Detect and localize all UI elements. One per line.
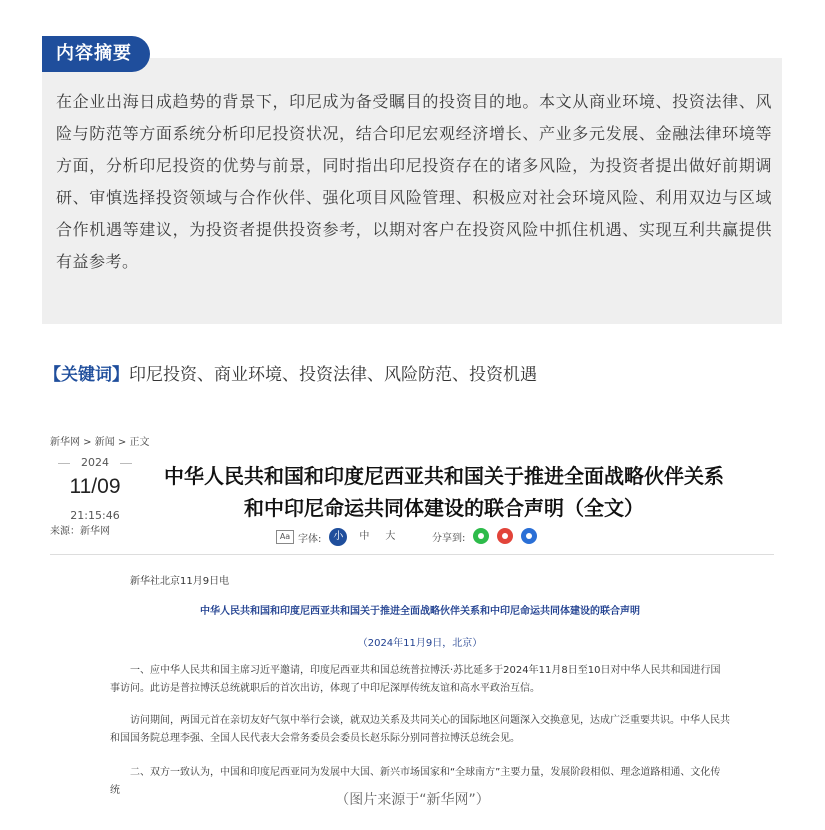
share-bar (432, 528, 537, 544)
wechat-icon[interactable] (473, 528, 489, 544)
statement-date: （2024年11月9日，北京） (357, 638, 483, 649)
keywords-label: 【关键词】 (44, 365, 129, 385)
font-label: 字体: (298, 533, 322, 545)
abstract-tag: 内容摘要 (42, 36, 150, 72)
font-small-button[interactable]: 小 (329, 528, 347, 546)
news-screenshot (40, 418, 785, 796)
font-large-button[interactable]: 大 (385, 531, 396, 542)
publish-year: 2024 (50, 456, 140, 469)
image-caption: （图片来源于“新华网”） (335, 792, 490, 808)
article-title-line1: 中华人民共和国和印度尼西亚共和国关于推进全面战略伙伴关系 (164, 464, 724, 488)
publish-time: 21:15:46 (70, 509, 120, 522)
paragraph-2: 访问期间，两国元首在亲切友好气氛中举行会谈，就双边关系及共同关心的国际地区问题深入交换意见，达成广泛重要共识。中华人民共和国国务院总理李强、全国人民代表大会常务委员会委员长赵乐际分别同普拉博沃总统会见。 (110, 715, 730, 744)
article-title (144, 460, 744, 524)
dateline: 新华社北京11月9日电 (130, 576, 230, 587)
publish-month-day: 11/09 (69, 475, 121, 498)
font-medium-button[interactable]: 中 (359, 531, 370, 542)
share-label: 分享到: (432, 532, 466, 544)
statement-title: 中华人民共和国和印度尼西亚共和国关于推进全面战略伙伴关系和中印尼命运共同体建设的联合声明 (200, 606, 640, 617)
font-aa-icon: Aa (276, 530, 294, 544)
keywords-values: 印尼投资、商业环境、投资法律、风险防范、投资机遇 (129, 365, 537, 385)
breadcrumb: 新华网 > 新闻 > 正文 (50, 437, 150, 448)
abstract-text: 在企业出海日成趋势的背景下，印尼成为备受瞩目的投资目的地。本文从商业环境、投资法律、风险与防范等方面系统分析印尼投资状况，结合印尼宏观经济增长、产业多元发展、金融法律环境等方面，分析印尼投资的优势与前景，同时指出印尼投资存在的诸多风险，为投资者提出做好前期调研、审慎选择投资领域与合作伙伴、强化项目风险管理、积极应对社会环境风险、利用双边与区域合作机遇等建议，为投资者提供投资参考，以期对客户在投资风险中抓住机遇、实现互利共赢提供有益参考。 (56, 92, 772, 271)
qq-icon[interactable] (521, 528, 537, 544)
paragraph-1: 一、应中华人民共和国主席习近平邀请，印度尼西亚共和国总统普拉博沃·苏比延多于2024年11月8日至10日对中华人民共和国进行国事访问。此访是普拉博沃总统就职后的首次出访，体现了中印尼深厚传统友谊和高水平政治互信。 (110, 665, 721, 694)
keywords (44, 362, 537, 388)
news-source: 来源：新华网 (50, 526, 110, 537)
paragraph-3: 二、双方一致认为，中国和印度尼西亚同为发展中大国、新兴市场国家和“全球南方”主要力量，发展阶段相似、理念道路相通、文化传统 (110, 767, 721, 796)
divider (50, 554, 774, 555)
date-column (50, 456, 140, 522)
weibo-icon[interactable] (497, 528, 513, 544)
article-title-line2: 和中印尼命运共同体建设的联合声明（全文） (244, 496, 644, 520)
font-size-bar (276, 528, 399, 546)
